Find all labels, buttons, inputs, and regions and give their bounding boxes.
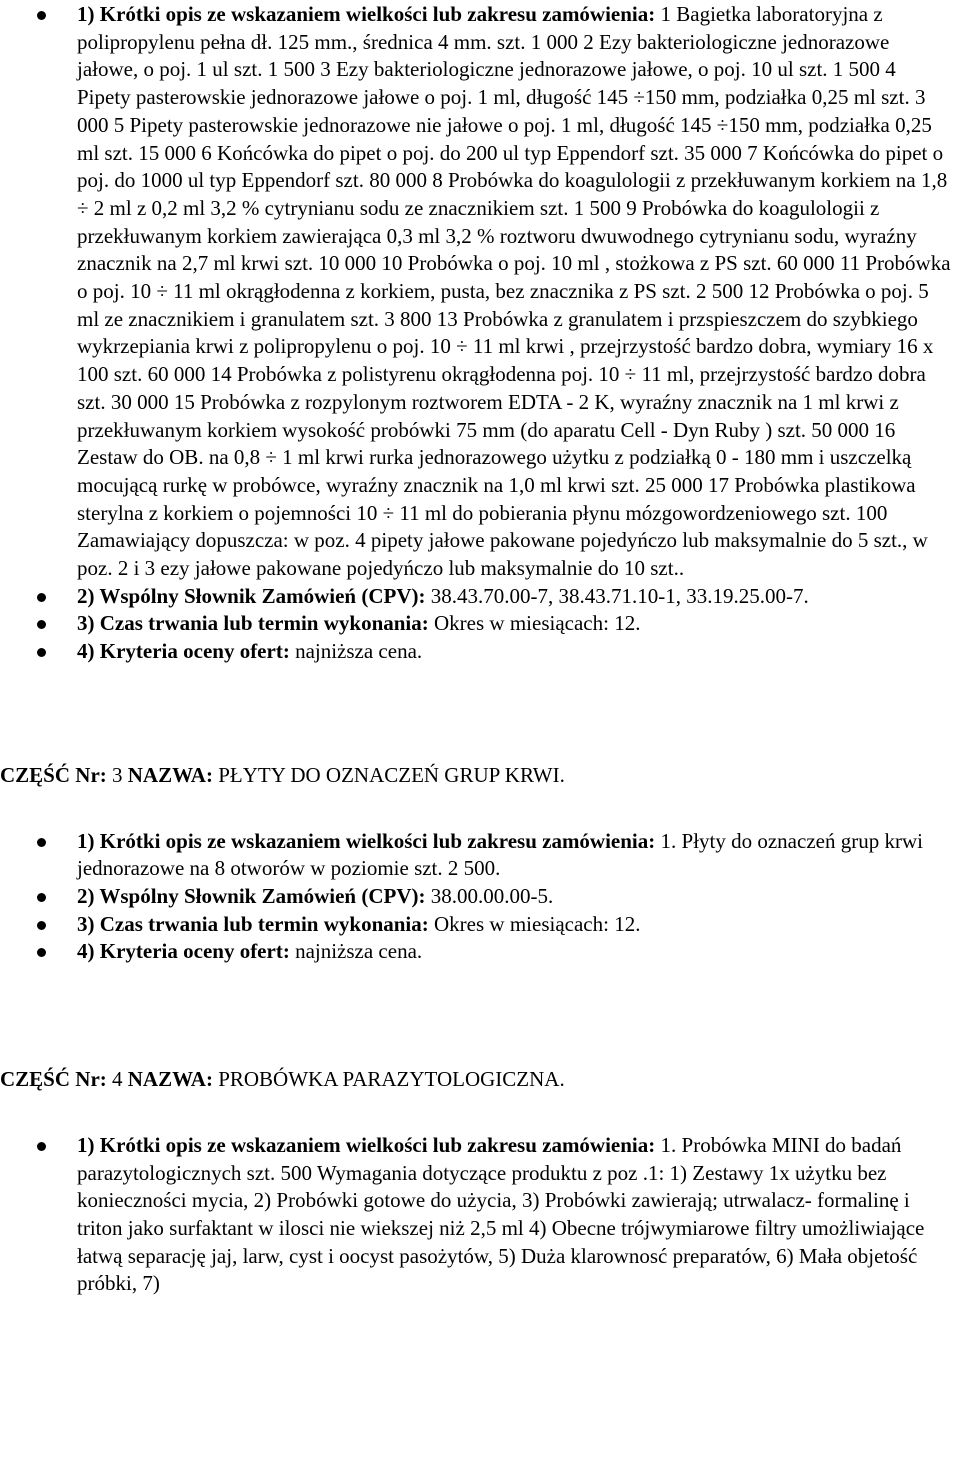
- heading-part-name: PŁYTY DO OZNACZEŃ GRUP KRWI.: [212, 762, 565, 787]
- item-label: 2) Wspólny Słownik Zamówień (CPV):: [77, 583, 426, 608]
- heading-part-name: PROBÓWKA PARAZYTOLOGICZNA.: [212, 1067, 565, 1092]
- list-item-criteria: [0, 938, 960, 966]
- bullet-icon: [37, 893, 46, 902]
- item-text: Okres w miesiącach: 12.: [428, 611, 641, 636]
- item-label: 1) Krótki opis ze wskazaniem wielkości lub zakresu zamówienia:: [77, 1132, 656, 1157]
- heading-label-part: CZĘŚĆ Nr:: [0, 762, 107, 787]
- heading-label-part: CZĘŚĆ Nr:: [0, 1067, 107, 1092]
- bullet-icon: [37, 11, 46, 20]
- list-item-cpv: [0, 883, 960, 911]
- bullet-icon: [37, 620, 46, 629]
- heading-label-name: NAZWA:: [127, 762, 213, 787]
- item-text: 1 Bagietka laboratoryjna z polipropylenu pełna dł. 125 mm., średnica 4 mm. szt. 1 000 2 Ezy bakteriologiczne jednorazowe jałowe, o poj. 1 ul szt. 1 500 3 Ezy bakteriologiczne jednorazowe jałowe, o poj. 10 ul szt. 1 500 4 Pipety pasterowskie jednorazowe jałowe o poj. 1 ml, długość 145 ÷150 mm, podziałka 0,25 ml szt. 3 000 5 Pipety pasterowskie jednorazowe nie jałowe o poj. 1 ml, długość 145 ÷150 mm, podziałka 0,25 ml szt. 15 000 6 Końcówka do pipet o poj. do 200 ul typ Eppendorf szt. 35 000 7 Końcówka do pipet o poj. do 1000 ul typ Eppendorf szt. 80 000 8 Probówka do koagulologii z przekłuwanym korkiem na 1,8 ÷ 2 ml z 0,2 ml 3,2 % cytrynianu sodu ze znacznikiem szt. 1 500 9 Probówka do koagulologii z przekłuwanym korkiem zawierająca 0,3 ml 3,2 % roztworu dwuwodnego cytrynianu sodu, wyraźny znacznik na 2,7 ml krwi szt. 10 000 10 Probówka o poj. 10 ml , stożkowa z PS szt. 60 000 11 Probówka o poj. 10 ÷ 11 ml okrągłodenna z korkiem, pusta, bez znacznika z PS szt. 2 500 12 Probówka o poj. 5 ml ze znacznikiem i granulatem szt. 3 800 13 Probówka z granulatem i przspieszczem do szybkiego wykrzepiania krwi z polipropylenu o poj. 10 ÷ 11 ml krwi , przejrzystość bardzo dobra, wymiary 16 x 100 szt. 60 000 14 Probówka z polistyrenu okrągłodenna poj. 10 ÷ 11 ml, przejrzystość bardzo dobra szt. 30 000 15 Probówka z rozpylonym roztworem EDTA - 2 K, wyraźny znacznik na 1 ml krwi z przekłuwanym korkiem wysokość probówki 75 mm (do aparatu Cell - Dyn Ruby ) szt. 50 000 16 Zestaw do OB. na 0,8 ÷ 1 ml krwi rurka jednorazowego użytku z podziałką 0 - 180 mm i uszczelką mocującą rurkę w probówce, wyraźny znacznik na 1,0 ml krwi szt. 25 000 17 Probówka plastikowa sterylna z korkiem o pojemności 10 ÷ 11 ml do pobierania płynu mózgowordzeniowego szt. 100 Zamawiający dopuszcza: w poz. 4 pipety jałowe pakowane pojedyńczo lub maksymalnie do 5 szt., w poz. 2 i 3 ezy jałowe pakowane pojedyńczo lub maksymalnie do 10 szt..: [77, 2, 951, 581]
- list-item-short-description: [0, 1, 960, 583]
- heading-label-name: NAZWA:: [127, 1067, 213, 1092]
- list-item-criteria: [0, 638, 960, 666]
- bullet-icon: [37, 838, 46, 847]
- item-label: 3) Czas trwania lub termin wykonania:: [77, 911, 429, 936]
- list-item-short-description: [0, 828, 960, 883]
- list-item-duration: [0, 610, 960, 638]
- part-4-description-list: [0, 1132, 960, 1298]
- item-label: 4) Kryteria oceny ofert:: [77, 939, 290, 964]
- item-label: 3) Czas trwania lub termin wykonania:: [77, 611, 429, 636]
- list-item-cpv: [0, 583, 960, 611]
- item-label: 2) Wspólny Słownik Zamówień (CPV):: [77, 883, 426, 908]
- item-label: 1) Krótki opis ze wskazaniem wielkości lub zakresu zamówienia:: [77, 828, 656, 853]
- list-item-duration: [0, 911, 960, 939]
- part-2-description-list: [0, 0, 960, 666]
- bullet-icon: [37, 648, 46, 657]
- bullet-icon: [37, 593, 46, 602]
- item-text: 1. Płyty do oznaczeń grup krwi jednorazowe na 8 otworów w poziomie szt. 2 500.: [77, 828, 923, 881]
- item-label: 1) Krótki opis ze wskazaniem wielkości lub zakresu zamówienia:: [77, 2, 656, 26]
- list-item-short-description: [0, 1132, 960, 1298]
- bullet-icon: [37, 948, 46, 957]
- bullet-icon: [37, 1142, 46, 1151]
- item-text: Okres w miesiącach: 12.: [428, 911, 641, 936]
- part-4-heading: [0, 1066, 960, 1094]
- item-text: 38.00.00.00-5.: [425, 883, 554, 908]
- heading-part-number: 3: [106, 762, 128, 787]
- bullet-icon: [37, 921, 46, 930]
- part-3-heading: [0, 762, 960, 790]
- heading-part-number: 4: [106, 1067, 128, 1092]
- item-text: najniższa cena.: [289, 639, 423, 664]
- item-text: 38.43.70.00-7, 38.43.71.10-1, 33.19.25.00-7.: [425, 583, 809, 608]
- item-text: najniższa cena.: [289, 939, 423, 964]
- part-3-description-list: [0, 828, 960, 967]
- item-label: 4) Kryteria oceny ofert:: [77, 639, 290, 664]
- item-text: 1. Probówka MINI do badań parazytologicznych szt. 500 Wymagania dotyczące produktu z poz .1: 1) Zestawy 1x użytku bez konieczności mycia, 2) Probówki gotowe do użycia, 3) Probówki zawierają; utrwalacz- formalinę i triton jako surfaktant w ilosci nie wiekszej niż 2,5 ml 4) Obecne trójwymiarowe filtry umożliwiające łatwą separację jaj, larw, cyst i oocyst pasożytów, 5) Duża klarownosć preparatów, 6) Mała objetość próbki, 7): [77, 1132, 925, 1296]
